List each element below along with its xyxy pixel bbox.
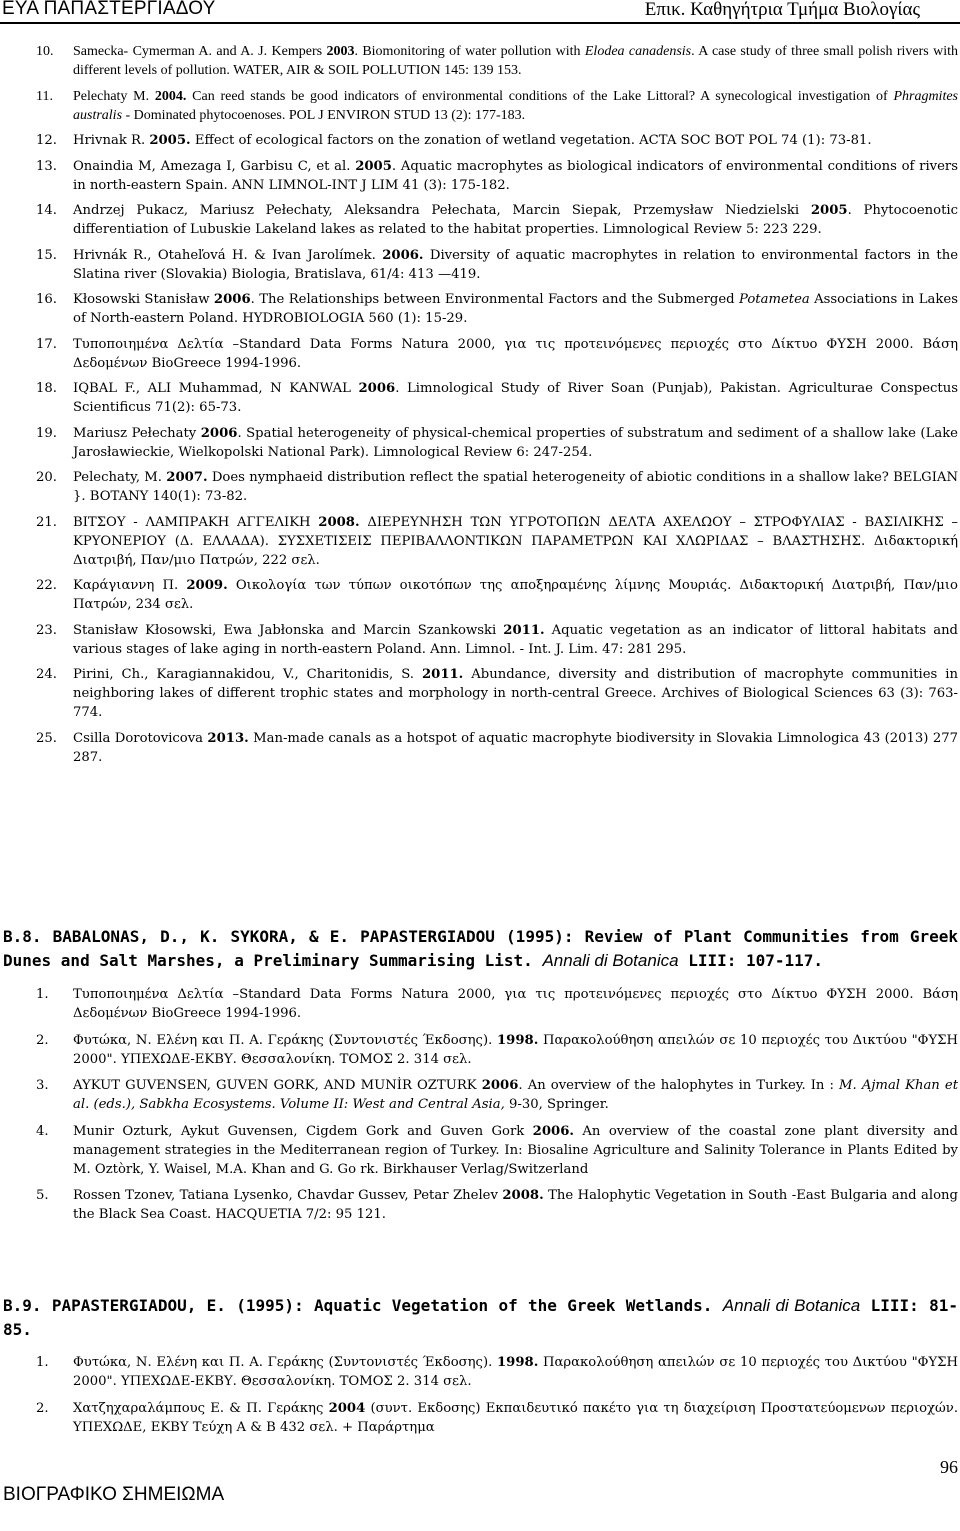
reference-year: 2011. xyxy=(421,667,464,682)
reference-number: 24. xyxy=(36,667,57,682)
reference-text: . Spatial heterogeneity of physical-chemical properties of substratum and sediment of a shallow lake (Lake Jarosławieckie, Wielkopolski National Park). Limnological Review 6: 247-254. xyxy=(73,425,958,460)
reference-item xyxy=(36,290,958,328)
section-b9-citation: B.9. PAPASTERGIADOU, E. (1995): Aquatic Vegetation of the Greek Wetlands. xyxy=(3,1296,713,1315)
reference-italic: Phragmites australis xyxy=(73,88,958,123)
reference-italic: M. Ajmal Khan et al. (eds.), Sabkha Ecosystems. Volume II: West and Central Asia, xyxy=(73,1078,958,1112)
section-b8-volume: LIII: 107-117. xyxy=(688,951,824,970)
reference-tail: . A case study of three small polish rivers with different levels of pollution. WATER, AIR & SOIL POLLUTION 145: 139 153. xyxy=(73,44,958,78)
reference-number: 4. xyxy=(36,1123,49,1139)
reference-authors: Stanisław Kłosowski, Ewa Jabłonska and Marcin Szankowski xyxy=(73,622,504,638)
reference-text: (συντ. Εκδοσης) Εκπαιδευτικό πακέτο για τη διαχείριση Προστατεύομενων περιοχών. ΥΠΕΧΩΔΕ, ΕΚΒΥ Τεύχη Α & Β 432 σελ. + Παράρτημα xyxy=(73,1400,959,1435)
reference-year: 2005. xyxy=(149,133,191,148)
reference-item xyxy=(36,42,958,80)
reference-italic: Potametea xyxy=(739,292,810,307)
reference-item xyxy=(36,1076,958,1114)
reference-number: 11. xyxy=(36,88,53,104)
reference-year: 1998. xyxy=(496,1032,539,1048)
reference-year: 2006 xyxy=(481,1078,519,1093)
reference-list-b8 xyxy=(36,985,958,1232)
reference-item xyxy=(36,246,958,284)
section-b9-journal: Annali di Botanica xyxy=(722,1296,861,1315)
reference-authors: Mariusz Pełechaty xyxy=(73,425,201,441)
header-rule xyxy=(0,22,960,24)
reference-item xyxy=(36,379,958,417)
reference-year: 2006 xyxy=(358,381,396,396)
reference-text: The Halophytic Vegetation in South -East Bulgaria and along the Black Sea Coast. HACQUETIA 7/2: 95 121. xyxy=(73,1188,958,1222)
reference-item xyxy=(36,87,958,125)
reference-authors: AYKUT GUVENSEN, GUVEN GORK, AND MUNİR OZTURK xyxy=(73,1078,482,1093)
reference-year: 2004. xyxy=(154,88,187,104)
reference-item xyxy=(36,985,958,1023)
reference-number: 15. xyxy=(36,247,57,263)
reference-number: 10. xyxy=(36,44,54,59)
reference-authors: Φυτώκα, Ν. Ελένη και Π. Α. Γεράκης (Συντονιστές Έκδοσης). xyxy=(73,1355,497,1370)
section-b8-heading xyxy=(3,925,958,973)
reference-tail: - Dominated phytocoenoses. POL J ENVIRON STUD 13 (2): 177-183. xyxy=(122,107,526,123)
reference-item xyxy=(36,665,958,722)
reference-item xyxy=(36,468,958,506)
reference-item xyxy=(36,1122,958,1179)
reference-authors: Rossen Tzonev, Tatiana Lysenko, Chavdar Gussev, Petar Zhelev xyxy=(73,1188,503,1203)
reference-year: 2011. xyxy=(503,622,545,638)
header-position: Επικ. Καθηγήτρια Τμήμα Βιολογίας xyxy=(644,0,920,20)
reference-text: Man-made canals as a hotspot of aquatic macrophyte biodiversity in Slovakia Limnologica 43 (2013) 277 287. xyxy=(73,730,958,765)
reference-number: 1. xyxy=(36,987,49,1002)
reference-authors: Csilla Dorotovicova xyxy=(73,730,208,746)
page-header xyxy=(0,0,960,22)
reference-text: ΔΙΕΡΕΥΝΗΣΗ ΤΩΝ ΥΓΡΟΤΟΠΩΝ ΔΕΛΤΑ ΑΧΕΛΩΟΥ – ΣΤΡΟΦΥΛΙΑΣ - ΒΑΣΙΛΙΚΗΣ – ΚΡΥΟΝΕΡΙΟΥ (Δ. ΕΛΛΑΔΑ). ΣΥΣΧΕΤΙΣΕΙΣ ΠΕΡΙΒΑΛΛΟΝΤΙΚΩΝ ΠΑΡΑΜΕΤΡΩΝ ΚΑΙ ΧΛΩΡΙΔΑΣ – ΒΛΑΣΤΗΣΗΣ. Διδακτορική Διατριβή, Παν/μιο Πατρών, 222 σελ. xyxy=(73,514,958,568)
reference-number: 23. xyxy=(36,622,57,638)
reference-item xyxy=(36,729,958,767)
reference-text: Diversity of aquatic macrophytes in relation to environmental factors in the Slatina river (Slovakia) Biologia, Bratislava, 61/4: 413 —419. xyxy=(73,247,958,282)
reference-text: . Biomonitoring of water pollution with xyxy=(354,44,585,59)
footer-title: ΒΙΟΓΡΑΦΙΚΟ ΣΗΜΕΙΩΜΑ xyxy=(3,1484,225,1505)
reference-authors: Pirini, Ch., Karagiannakidou, V., Charitonidis, S. xyxy=(73,667,422,682)
reference-text: . The Relationships between Environmental Factors and the Submerged xyxy=(250,292,740,307)
reference-number: 21. xyxy=(36,514,57,530)
reference-year: 2003 xyxy=(326,44,355,59)
section-b9-heading xyxy=(3,1294,958,1342)
reference-year: 2006. xyxy=(532,1123,574,1139)
reference-number: 19. xyxy=(36,425,57,441)
reference-authors: Munir Ozturk, Aykut Guvensen, Cigdem Gork and Guven Gork xyxy=(73,1123,533,1139)
section-b9-volume: LIII: 81-85. xyxy=(3,1296,958,1339)
reference-year: 2004 xyxy=(328,1400,366,1416)
reference-number: 12. xyxy=(36,133,57,148)
reference-item xyxy=(36,513,958,570)
reference-year: 2006. xyxy=(382,247,424,263)
reference-authors: Hrivnak R. xyxy=(73,133,150,148)
reference-year: 2006 xyxy=(200,425,238,441)
reference-number: 18. xyxy=(36,381,57,396)
reference-year: 2006 xyxy=(213,292,251,307)
reference-text: . Aquatic macrophytes as biological indicators of environmental conditions of rivers in north-eastern Spain. ANN LIMNOL-INT J LIM 41 (3): 175-182. xyxy=(73,158,958,193)
reference-text: Abundance, diversity and distribution of macrophyte communities in neighboring lakes of different trophic states and morphology in north-central Greece. Archives of Biological Sciences 63 (3): 763-774. xyxy=(73,667,958,720)
reference-authors: Pelechaty M. xyxy=(73,88,155,104)
reference-text: Can reed stands be good indicators of environmental conditions of the Lake Littoral? A synecological investigation of xyxy=(186,88,894,104)
reference-authors: Καράγιαννη Π. xyxy=(73,578,187,593)
reference-number: 2. xyxy=(36,1400,49,1416)
reference-authors: Χατζηχαραλάμπους Ε. & Π. Γεράκης xyxy=(73,1400,329,1416)
reference-item xyxy=(36,335,958,373)
reference-number: 22. xyxy=(36,578,57,593)
reference-authors: IQBAL F., ALI Muhammad, N KANWAL xyxy=(73,381,359,396)
reference-number: 3. xyxy=(36,1078,49,1093)
header-author: ΕΥΑ ΠΑΠΑΣΤΕΡΓΙΑΔΟΥ xyxy=(2,0,216,19)
reference-year: 2007. xyxy=(166,470,208,485)
reference-number: 17. xyxy=(36,336,57,352)
reference-year: 1998. xyxy=(496,1355,539,1370)
reference-item xyxy=(36,201,958,239)
reference-text: . Limnological Study of River Soan (Punjab), Pakistan. Agriculturae Conspectus Scientificus 71(2): 65-73. xyxy=(73,381,958,415)
reference-item xyxy=(36,1031,958,1069)
reference-number: 25. xyxy=(36,730,57,746)
reference-authors: Andrzej Pukacz, Mariusz Pełechaty, Aleksandra Pełechata, Marcin Siepak, Przemysław Niedzielski xyxy=(73,203,811,218)
reference-list-top xyxy=(36,42,958,773)
reference-list-b9 xyxy=(36,1353,958,1444)
reference-number: 16. xyxy=(36,292,57,307)
reference-authors: Pelechaty, M. xyxy=(73,470,167,485)
reference-authors: Τυποποιημένα Δελτία –Standard Data Forms Natura 2000, για τις προτεινόμενες περιοχές στο Δίκτυο ΦΥΣΗ 2000. Βάση Δεδομένων BioGreece 1994-1996. xyxy=(73,987,958,1021)
reference-number: 20. xyxy=(36,470,57,485)
reference-item xyxy=(36,1399,958,1437)
section-b8-journal: Annali di Botanica xyxy=(542,951,679,970)
reference-authors: Τυποποιημένα Δελτία –Standard Data Forms Natura 2000, για τις προτεινόμενες περιοχές στο Δίκτυο ΦΥΣΗ 2000. Βάση Δεδομένων BioGreece 1994-1996. xyxy=(73,336,958,371)
reference-text: . An overview of the halophytes in Turkey. In : xyxy=(518,1078,840,1093)
reference-year: 2013. xyxy=(207,730,249,746)
reference-text: Οικολογία των τύπων οικοτόπων της αποξηραμένης λίμνης Μουριάς. Διδακτορική Διατριβή, Παν/μιο Πατρών, 234 σελ. xyxy=(73,578,958,612)
reference-text: An overview of the coastal zone plant diversity and management strategies in the Mediterranean region of Turkey. In: Biosaline Agriculture and Salinity Tolerance in Plants Edited by M. Oztòrk, Y. Waisel, M.A. Khan and G. Go rk. Birkhauser Verlag/Switzerland xyxy=(73,1123,958,1177)
reference-number: 14. xyxy=(36,203,57,218)
section-b8-citation: B.8. BABALONAS, D., K. SYKORA, & E. PAPASTERGIADOU (1995): Review of Plant Communities from Greek Dunes and Salt Marshes, a Preliminary Summarising List. xyxy=(3,927,958,970)
reference-item xyxy=(36,157,958,195)
reference-item xyxy=(36,131,958,150)
reference-text: . Phytocoenotic differentiation of Lubuskie Lakeland lakes as related to the habitat properties. Limnological Review 5: 223 229. xyxy=(73,203,958,237)
reference-year: 2008. xyxy=(502,1188,544,1203)
reference-number: 13. xyxy=(36,158,57,174)
reference-authors: Onaindia M, Amezaga I, Garbisu C, et al. xyxy=(73,158,356,174)
reference-text: Παρακολούθηση απειλών σε 10 περιοχές του Δικτύου "ΦΥΣΗ 2000". ΥΠΕΧΩΔΕ-ΕΚΒΥ. Θεσσαλονίκη. ΤΟΜΟΣ 2. 314 σελ. xyxy=(73,1032,958,1067)
reference-item xyxy=(36,621,958,659)
reference-number: 1. xyxy=(36,1355,49,1370)
reference-year: 2009. xyxy=(186,578,228,593)
reference-item xyxy=(36,576,958,614)
reference-authors: Hrivnák R., Otaheľová H. & Ivan Jarolímek. xyxy=(73,247,383,263)
reference-authors: Φυτώκα, Ν. Ελένη και Π. Α. Γεράκης (Συντονιστές Έκδοσης). xyxy=(73,1032,497,1048)
reference-year: 2005 xyxy=(355,158,392,174)
reference-text: Effect of ecological factors on the zonation of wetland vegetation. ACTA SOC BOT POL 74 (1): 73-81. xyxy=(190,133,872,148)
reference-italic: Elodea canadensis xyxy=(584,44,692,59)
reference-authors: Kłosowski Stanisław xyxy=(73,292,214,307)
reference-text: Παρακολούθηση απειλών σε 10 περιοχές του Δικτύου "ΦΥΣΗ 2000". ΥΠΕΧΩΔΕ-ΕΚΒΥ. Θεσσαλονίκη. ΤΟΜΟΣ 2. 314 σελ. xyxy=(73,1355,958,1389)
reference-number: 5. xyxy=(36,1188,49,1203)
reference-number: 2. xyxy=(36,1032,49,1048)
page-number: 96 xyxy=(940,1457,958,1477)
reference-tail: 9-30, Springer. xyxy=(504,1097,609,1112)
reference-year: 2005 xyxy=(810,203,848,218)
reference-item xyxy=(36,1186,958,1224)
reference-item xyxy=(36,1353,958,1391)
reference-text: Does nymphaeid distribution reflect the spatial heterogeneity of abiotic conditions in a shallow lake? BELGIAN }. BOTANY 140(1): 73-82. xyxy=(73,470,958,504)
reference-tail: Associations in Lakes of North-eastern Poland. HYDROBIOLOGIA 560 (1): 15-29. xyxy=(73,292,958,326)
reference-text: Aquatic vegetation as an indicator of littoral habitats and various stages of lake aging in north-eastern Poland. Ann. Limnol. - Int. J. Lim. 47: 281 295. xyxy=(73,622,959,657)
reference-year: 2008. xyxy=(318,514,360,530)
reference-authors: ΒΙΤΣΟΥ - ΛΑΜΠΡΑΚΗ ΑΓΓΕΛΙΚΗ xyxy=(73,514,319,530)
reference-authors: Samecka- Cymerman A. and A. J. Kempers xyxy=(73,44,327,59)
reference-item xyxy=(36,424,958,462)
